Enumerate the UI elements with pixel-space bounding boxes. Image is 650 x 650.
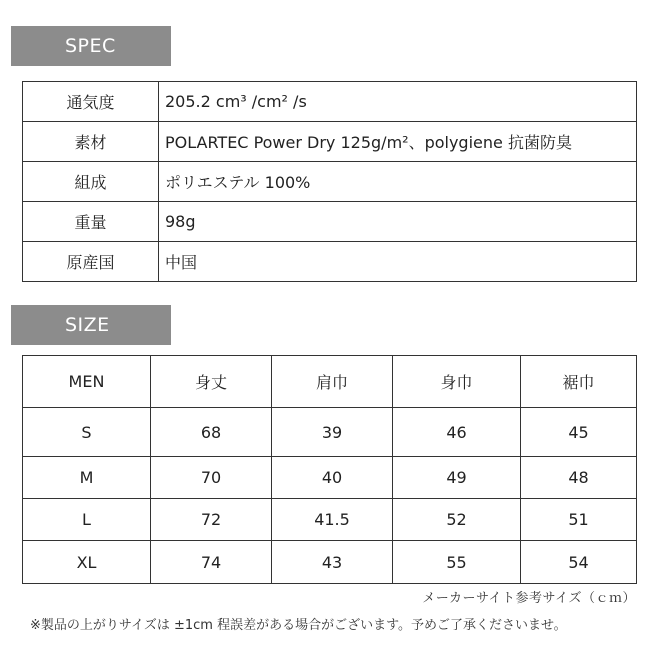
- spec-value: 98g: [159, 202, 637, 242]
- size-row-m: [23, 457, 637, 499]
- size-column-header: 身巾: [393, 356, 521, 408]
- size-cell: L: [23, 499, 151, 541]
- size-row-xl: [23, 541, 637, 584]
- size-cell: 46: [393, 408, 521, 457]
- size-cell: 40: [272, 457, 393, 499]
- spec-value: 205.2 cm³ /cm² /s: [159, 82, 637, 122]
- size-cell: 70: [151, 457, 272, 499]
- size-header-row: [23, 356, 637, 408]
- size-cell: 49: [393, 457, 521, 499]
- size-cell: 55: [393, 541, 521, 584]
- size-cell: 41.5: [272, 499, 393, 541]
- size-cell: M: [23, 457, 151, 499]
- size-column-header: 肩巾: [272, 356, 393, 408]
- size-row-l: [23, 499, 637, 541]
- spec-table: [22, 81, 637, 282]
- spec-label: 組成: [23, 162, 159, 202]
- size-reference-note: メーカーサイト参考サイズ（ｃｍ）: [422, 591, 636, 606]
- size-section-header: SIZE: [11, 305, 171, 345]
- size-disclaimer-note: ※製品の上がりサイズは ±1cm 程誤差がある場合がございます。予めご了承くださいませ。: [30, 618, 567, 633]
- size-column-header: 身丈: [151, 356, 272, 408]
- size-column-header: 裾巾: [521, 356, 637, 408]
- spec-label: 重量: [23, 202, 159, 242]
- size-cell: XL: [23, 541, 151, 584]
- spec-value: ポリエステル 100%: [159, 162, 637, 202]
- spec-row-weight: [23, 202, 637, 242]
- size-cell: 45: [521, 408, 637, 457]
- spec-label: 通気度: [23, 82, 159, 122]
- size-row-s: [23, 408, 637, 457]
- size-table: [22, 355, 637, 584]
- size-cell: 72: [151, 499, 272, 541]
- spec-row-ventilation: [23, 82, 637, 122]
- size-cell: 43: [272, 541, 393, 584]
- size-cell: 48: [521, 457, 637, 499]
- size-cell: 54: [521, 541, 637, 584]
- spec-row-material: [23, 122, 637, 162]
- spec-section-header: SPEC: [11, 26, 171, 66]
- size-cell: 39: [272, 408, 393, 457]
- spec-value: 中国: [159, 242, 637, 282]
- size-column-header: MEN: [23, 356, 151, 408]
- size-cell: S: [23, 408, 151, 457]
- spec-value: POLARTEC Power Dry 125g/m²、polygiene 抗菌防臭: [159, 122, 637, 162]
- spec-label: 素材: [23, 122, 159, 162]
- spec-row-origin: [23, 242, 637, 282]
- spec-label: 原産国: [23, 242, 159, 282]
- size-cell: 51: [521, 499, 637, 541]
- size-cell: 68: [151, 408, 272, 457]
- spec-row-composition: [23, 162, 637, 202]
- size-cell: 52: [393, 499, 521, 541]
- size-cell: 74: [151, 541, 272, 584]
